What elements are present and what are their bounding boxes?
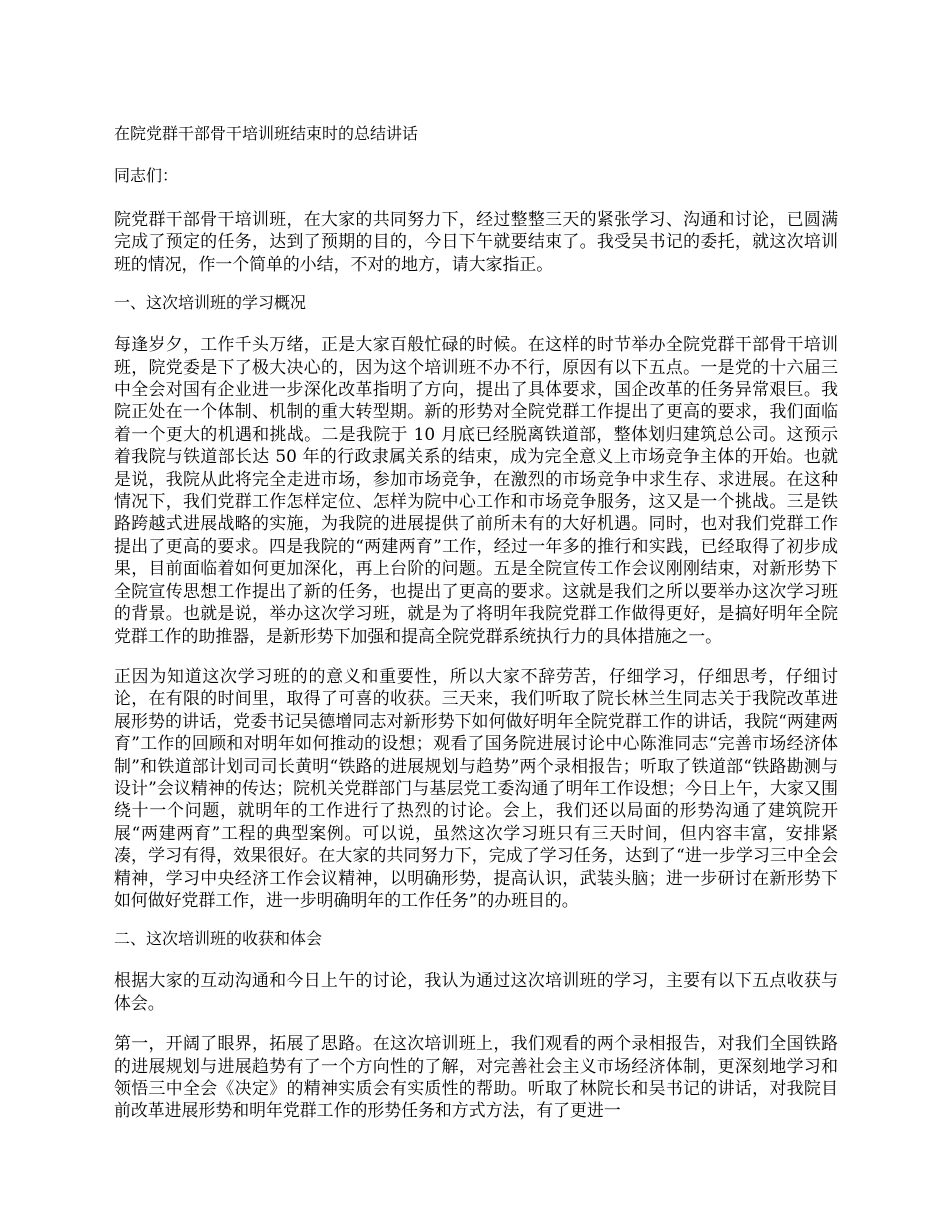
section-1-paragraph-2: 正因为知道这次学习班的的意义和重要性，所以大家不辞劳苦，仔细学习，仔细思考，仔细讨论，在有限的时间里，取得了可喜的收获。三天来，我们听取了院长林兰生同志关于我院改革进展形势的讲话，党委书记吴德增同志对新形势下如何做好明年全院党群工作的讲话，我院“两建两育”工作的回顾和对明年如何推动的设想；观看了国务院进展讨论中心陈淮同志“完善市场经济体制”和铁道部计划司司长黄明“铁路的进展规划与趋势”两个录相报告；听取了铁道部“铁路勘测与设计”会议精神的传达；院机关党群部门与基层党工委沟通了明年工作设想；今日上午，大家又围绕十一个问题，就明年的工作进行了热烈的讨论。会上，我们还以局面的形势沟通了建筑院开展“两建两育”工程的典型案例。可以说，虽然这次学习班只有三天时间，但内容丰富，安排紧凑，学习有得，效果很好。在大家的共同努力下，完成了学习任务，达到了“进一步学习三中全会精神，学习中央经济工作会议精神，以明确形势，提高认识，武装头脑；进一步研讨在新形势下如何做好党群工作，进一步明确明年的工作任务”的办班目的。 (114, 665, 838, 910)
greeting: 同志们： (114, 166, 179, 185)
section-2-paragraph-2: 第一，开阔了眼界，拓展了思路。在这次培训班上，我们观看的两个录相报告，对我们全国铁路的进展规划与进展趋势有了一个方向性的了解，对完善社会主义市场经济体制，更深刻地学习和领悟三中全会《决定》的精神实质会有实质性的帮助。听取了林院长和吴书记的讲话，对我院目前改革进展形势和明年党群工作的形势任务和方式方法，有了更进一 (114, 1033, 838, 1121)
document-title: 在院党群干部骨干培训班结束时的总结讲话 (114, 124, 419, 143)
intro-paragraph: 院党群干部骨干培训班，在大家的共同努力下，经过整整三天的紧张学习、沟通和讨论，已圆满完成了预定的任务，达到了预期的目的，今日下午就要结束了。我受吴书记的委托，就这次培训班的情况，作一个简单的小结，不对的地方，请大家指正。 (114, 209, 838, 274)
document-body (114, 114, 838, 1140)
section-2-paragraph-1: 根据大家的互动沟通和今日上午的讨论，我认为通过这次培训班的学习，主要有以下五点收获与体会。 (114, 970, 838, 1013)
section-heading-1: 一、这次培训班的学习概况 (114, 293, 307, 313)
section-heading-2: 二、这次培训班的收获和体会 (114, 929, 323, 949)
section-1-paragraph-1: 每逢岁夕，工作千头万绪，正是大家百般忙碌的时候。在这样的时节举办全院党群干部骨干培训班，院党委是下了极大决心的，因为这个培训班不办不行，原因有以下五点。一是党的十六届三中全会对国有企业进一步深化改革指明了方向，提出了具体要求，国企改革的任务异常艰巨。我院正处在一个体制、机制的重大转型期。新的形势对全院党群工作提出了更高的要求，我们面临着一个更大的机遇和挑战。二是我院于 10 月底已经脱离铁道部，整体划归建筑总公司。这预示着我院与铁道部长达 50 年的行政隶属关系的结束，成为完全意义上市场竞争主体的开始。也就是说，我院从此将完全走进市场，参加市场竞争，在激烈的市场竞争中求生存、求进展。在这种情况下，我们党群工作怎样定位、怎样为院中心工作和市场竞争服务，这又是一个挑战。三是铁路跨越式进展战略的实施，为我院的进展提供了前所未有的大好机遇。同时，也对我们党群工作提出了更高的要求。四是我院的“两建两育”工作，经过一年多的推行和实践，已经取得了初步成果，目前面临着如何更加深化，再上台阶的问题。五是全院宣传工作会议刚刚结束，对新形势下全院宣传思想工作提出了新的任务，也提出了更高的要求。这就是我们之所以要举办这次学习班的背景。也就是说，举办这次学习班，就是为了将明年我院党群工作做得更好，是搞好明年全院党群工作的助推器，是新形势下加强和提高全院党群系统执行力的具体措施之一。 (114, 334, 838, 646)
